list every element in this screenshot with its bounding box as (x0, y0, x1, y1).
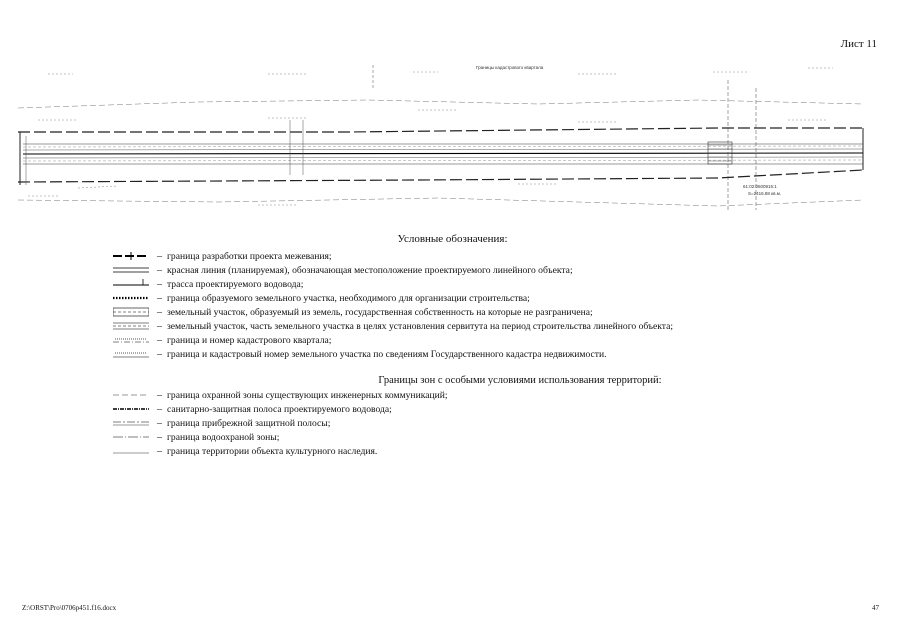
zones-title: Границы зон с особыми условиями использования территорий: (378, 375, 662, 386)
project-boundary-line-bottom (18, 170, 863, 182)
legend-item: – граница и номер кадастрового квартала; (113, 333, 673, 347)
coastal-strip-symbol (113, 417, 149, 429)
water-protection-zone-symbol (113, 431, 149, 443)
page-number: 47 (872, 604, 879, 612)
legend-item: – граница образуемого земельного участка, необходимого для организации строительства; (113, 291, 673, 305)
parcel-boundary-symbol (113, 292, 149, 304)
legend-item: – земельный участок, часть земельного участка в целях установления сервитута на период строительства линейного объекта; (113, 319, 673, 333)
zone-item: – граница охранной зоны существующих инженерных коммуникаций; (113, 388, 448, 402)
pipeline-route-symbol (113, 278, 149, 290)
state-land-symbol (113, 306, 149, 318)
sanitary-zone-symbol (113, 403, 149, 415)
sheet-label: Лист 11 (840, 38, 877, 50)
zones-legend-list (113, 388, 448, 458)
legend-item: – красная линия (планируемая), обозначающая местоположение проектируемого линейного объекта; (113, 263, 673, 277)
servitude-symbol (113, 320, 149, 332)
red-line-symbol (113, 264, 149, 276)
legend-item: – трасса проектируемого водовода; (113, 277, 673, 291)
legend-title: Условные обозначения: (397, 233, 508, 245)
parcel-area-label: S=2416.88 кв.м. (748, 191, 782, 196)
legend-item: – граница и кадастровый номер земельного участка по сведениям Государственного кадастра недвижимости. (113, 347, 673, 361)
parcel-number-label: 61:02:0600915:1 (743, 184, 777, 189)
zone-item: – граница прибрежной защитной полосы; (113, 416, 448, 430)
footer-file-path: Z:\ORST\Pro\0706p451.f16.docx (22, 604, 117, 612)
pipeline-route (23, 153, 863, 154)
zone-item: – граница водоохраной зоны; (113, 430, 448, 444)
site-plan-drawing (18, 60, 868, 220)
cadastral-area-label: Границы кадастрового квартала (476, 65, 544, 70)
protection-zone-symbol (113, 389, 149, 401)
cadastral-parcel-symbol (113, 348, 149, 360)
legend-item: – граница разработки проекта межевания; (113, 249, 673, 263)
project-boundary-line (18, 128, 863, 132)
legend-list (113, 249, 673, 361)
heritage-boundary-symbol (113, 445, 149, 457)
zone-item: – граница территории объекта культурного наследия. (113, 444, 448, 458)
project-boundary-symbol (113, 250, 149, 262)
zone-item: – санитарно-защитная полоса проектируемого водовода; (113, 402, 448, 416)
cadastral-quarter-symbol (113, 334, 149, 346)
legend-item: – земельный участок, образуемый из земель, государственная собственность на которые не разграничена; (113, 305, 673, 319)
